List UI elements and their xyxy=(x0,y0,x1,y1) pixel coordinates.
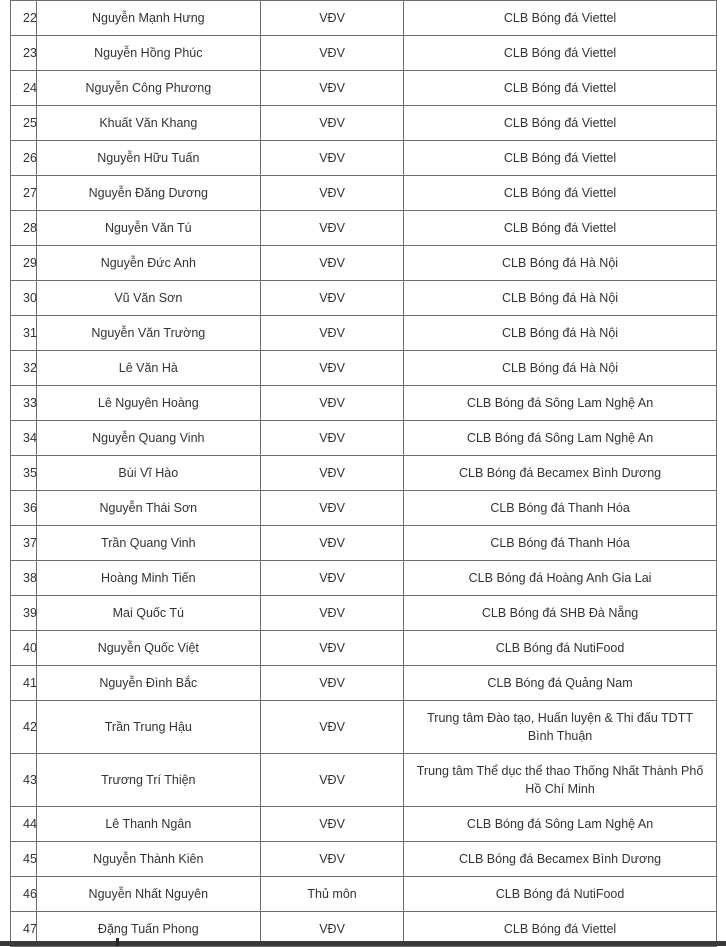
player-club: CLB Bóng đá Thanh Hóa xyxy=(404,491,717,526)
row-number: 42 xyxy=(11,701,37,754)
table-row xyxy=(11,561,717,596)
player-role: VĐV xyxy=(261,211,404,246)
player-club: CLB Bóng đá Hoàng Anh Gia Lai xyxy=(404,561,717,596)
player-name: Nguyễn Hữu Tuấn xyxy=(36,141,260,176)
table-row xyxy=(11,316,717,351)
player-club: CLB Bóng đá Becamex Bình Dương xyxy=(404,456,717,491)
table-row xyxy=(11,211,717,246)
player-club: CLB Bóng đá Quảng Nam xyxy=(404,666,717,701)
player-role: VĐV xyxy=(261,316,404,351)
player-role: VĐV xyxy=(261,71,404,106)
table-row xyxy=(11,807,717,842)
player-club: CLB Bóng đá Becamex Bình Dương xyxy=(404,842,717,877)
table-row xyxy=(11,456,717,491)
player-role: VĐV xyxy=(261,842,404,877)
row-number: 36 xyxy=(11,491,37,526)
table-row xyxy=(11,596,717,631)
player-club: CLB Bóng đá Sông Lam Nghệ An xyxy=(404,807,717,842)
player-name: Trần Quang Vinh xyxy=(36,526,260,561)
player-club: CLB Bóng đá Viettel xyxy=(404,106,717,141)
player-club: CLB Bóng đá Sông Lam Nghệ An xyxy=(404,386,717,421)
row-number: 30 xyxy=(11,281,37,316)
player-club: CLB Bóng đá Thanh Hóa xyxy=(404,526,717,561)
player-name: Vũ Văn Sơn xyxy=(36,281,260,316)
player-role: VĐV xyxy=(261,596,404,631)
player-name: Nguyễn Văn Tú xyxy=(36,211,260,246)
player-name: Nguyễn Hồng Phúc xyxy=(36,36,260,71)
row-number: 34 xyxy=(11,421,37,456)
player-role: VĐV xyxy=(261,141,404,176)
table-row xyxy=(11,1,717,36)
player-role: VĐV xyxy=(261,807,404,842)
table-row xyxy=(11,386,717,421)
player-name: Nguyễn Đăng Dương xyxy=(36,176,260,211)
player-club: CLB Bóng đá Hà Nội xyxy=(404,246,717,281)
table-row xyxy=(11,141,717,176)
row-number: 38 xyxy=(11,561,37,596)
player-name: Nguyễn Nhất Nguyên xyxy=(36,877,260,912)
player-name: Bùi Vĩ Hào xyxy=(36,456,260,491)
row-number: 26 xyxy=(11,141,37,176)
player-club: CLB Bóng đá SHB Đà Nẵng xyxy=(404,596,717,631)
player-role: VĐV xyxy=(261,176,404,211)
player-club: CLB Bóng đá NutiFood xyxy=(404,877,717,912)
player-name: Nguyễn Quang Vinh xyxy=(36,421,260,456)
player-role: VĐV xyxy=(261,1,404,36)
player-role: VĐV xyxy=(261,526,404,561)
player-name: Nguyễn Thành Kiên xyxy=(36,842,260,877)
table-row xyxy=(11,176,717,211)
player-role: VĐV xyxy=(261,456,404,491)
player-role: VĐV xyxy=(261,701,404,754)
row-number: 45 xyxy=(11,842,37,877)
player-role: VĐV xyxy=(261,386,404,421)
player-club: CLB Bóng đá Hà Nội xyxy=(404,351,717,386)
player-name: Trương Trí Thiện xyxy=(36,754,260,807)
table-row xyxy=(11,754,717,807)
player-name: Nguyễn Thái Sơn xyxy=(36,491,260,526)
player-name: Khuất Văn Khang xyxy=(36,106,260,141)
player-name: Trần Trung Hậu xyxy=(36,701,260,754)
player-club: CLB Bóng đá Viettel xyxy=(404,71,717,106)
player-name: Lê Văn Hà xyxy=(36,351,260,386)
player-role: VĐV xyxy=(261,491,404,526)
player-name: Nguyễn Công Phương xyxy=(36,71,260,106)
bottom-scrollbar[interactable] xyxy=(0,941,726,946)
player-name: Nguyễn Đức Anh xyxy=(36,246,260,281)
table-row xyxy=(11,877,717,912)
player-club: CLB Bóng đá Viettel xyxy=(404,912,717,947)
row-number: 31 xyxy=(11,316,37,351)
row-number: 24 xyxy=(11,71,37,106)
player-role: VĐV xyxy=(261,631,404,666)
table-row xyxy=(11,666,717,701)
row-number: 37 xyxy=(11,526,37,561)
player-role: Thủ môn xyxy=(261,877,404,912)
table-row xyxy=(11,281,717,316)
player-name: Nguyễn Mạnh Hưng xyxy=(36,1,260,36)
player-club: Trung tâm Đào tạo, Huấn luyện & Thi đấu TDTT Bình Thuận xyxy=(404,701,717,754)
table-row xyxy=(11,842,717,877)
row-number: 32 xyxy=(11,351,37,386)
player-club: CLB Bóng đá Viettel xyxy=(404,211,717,246)
player-club: CLB Bóng đá Viettel xyxy=(404,176,717,211)
row-number: 23 xyxy=(11,36,37,71)
player-name: Nguyễn Văn Trường xyxy=(36,316,260,351)
player-name: Nguyễn Quốc Việt xyxy=(36,631,260,666)
table-row xyxy=(11,631,717,666)
table-row xyxy=(11,71,717,106)
player-club: CLB Bóng đá NutiFood xyxy=(404,631,717,666)
row-number: 39 xyxy=(11,596,37,631)
player-role: VĐV xyxy=(261,561,404,596)
table-row xyxy=(11,246,717,281)
player-role: VĐV xyxy=(261,754,404,807)
player-club: CLB Bóng đá Sông Lam Nghệ An xyxy=(404,421,717,456)
row-number: 46 xyxy=(11,877,37,912)
row-number: 22 xyxy=(11,1,37,36)
row-number: 44 xyxy=(11,807,37,842)
scrollbar-thumb[interactable] xyxy=(116,938,119,946)
row-number: 35 xyxy=(11,456,37,491)
table-row xyxy=(11,106,717,141)
row-number: 28 xyxy=(11,211,37,246)
row-number: 29 xyxy=(11,246,37,281)
player-role: VĐV xyxy=(261,246,404,281)
table-row xyxy=(11,36,717,71)
player-name: Hoàng Minh Tiến xyxy=(36,561,260,596)
players-table-body xyxy=(11,1,717,947)
player-role: VĐV xyxy=(261,281,404,316)
player-club: Trung tâm Thể dục thể thao Thống Nhất Thành Phố Hồ Chí Minh xyxy=(404,754,717,807)
row-number: 41 xyxy=(11,666,37,701)
player-club: CLB Bóng đá Hà Nội xyxy=(404,316,717,351)
player-role: VĐV xyxy=(261,351,404,386)
player-club: CLB Bóng đá Hà Nội xyxy=(404,281,717,316)
table-row xyxy=(11,421,717,456)
player-name: Đặng Tuấn Phong xyxy=(36,912,260,947)
table-row xyxy=(11,701,717,754)
row-number: 25 xyxy=(11,106,37,141)
player-role: VĐV xyxy=(261,36,404,71)
player-name: Lê Nguyên Hoàng xyxy=(36,386,260,421)
row-number: 47 xyxy=(11,912,37,947)
table-row xyxy=(11,491,717,526)
player-name: Mai Quốc Tú xyxy=(36,596,260,631)
row-number: 40 xyxy=(11,631,37,666)
player-club: CLB Bóng đá Viettel xyxy=(404,36,717,71)
player-role: VĐV xyxy=(261,912,404,947)
player-club: CLB Bóng đá Viettel xyxy=(404,1,717,36)
row-number: 33 xyxy=(11,386,37,421)
players-table xyxy=(10,0,717,947)
player-role: VĐV xyxy=(261,421,404,456)
player-role: VĐV xyxy=(261,106,404,141)
player-name: Lê Thanh Ngân xyxy=(36,807,260,842)
row-number: 27 xyxy=(11,176,37,211)
table-row xyxy=(11,351,717,386)
player-role: VĐV xyxy=(261,666,404,701)
player-name: Nguyễn Đình Bắc xyxy=(36,666,260,701)
row-number: 43 xyxy=(11,754,37,807)
table-row xyxy=(11,526,717,561)
player-club: CLB Bóng đá Viettel xyxy=(404,141,717,176)
